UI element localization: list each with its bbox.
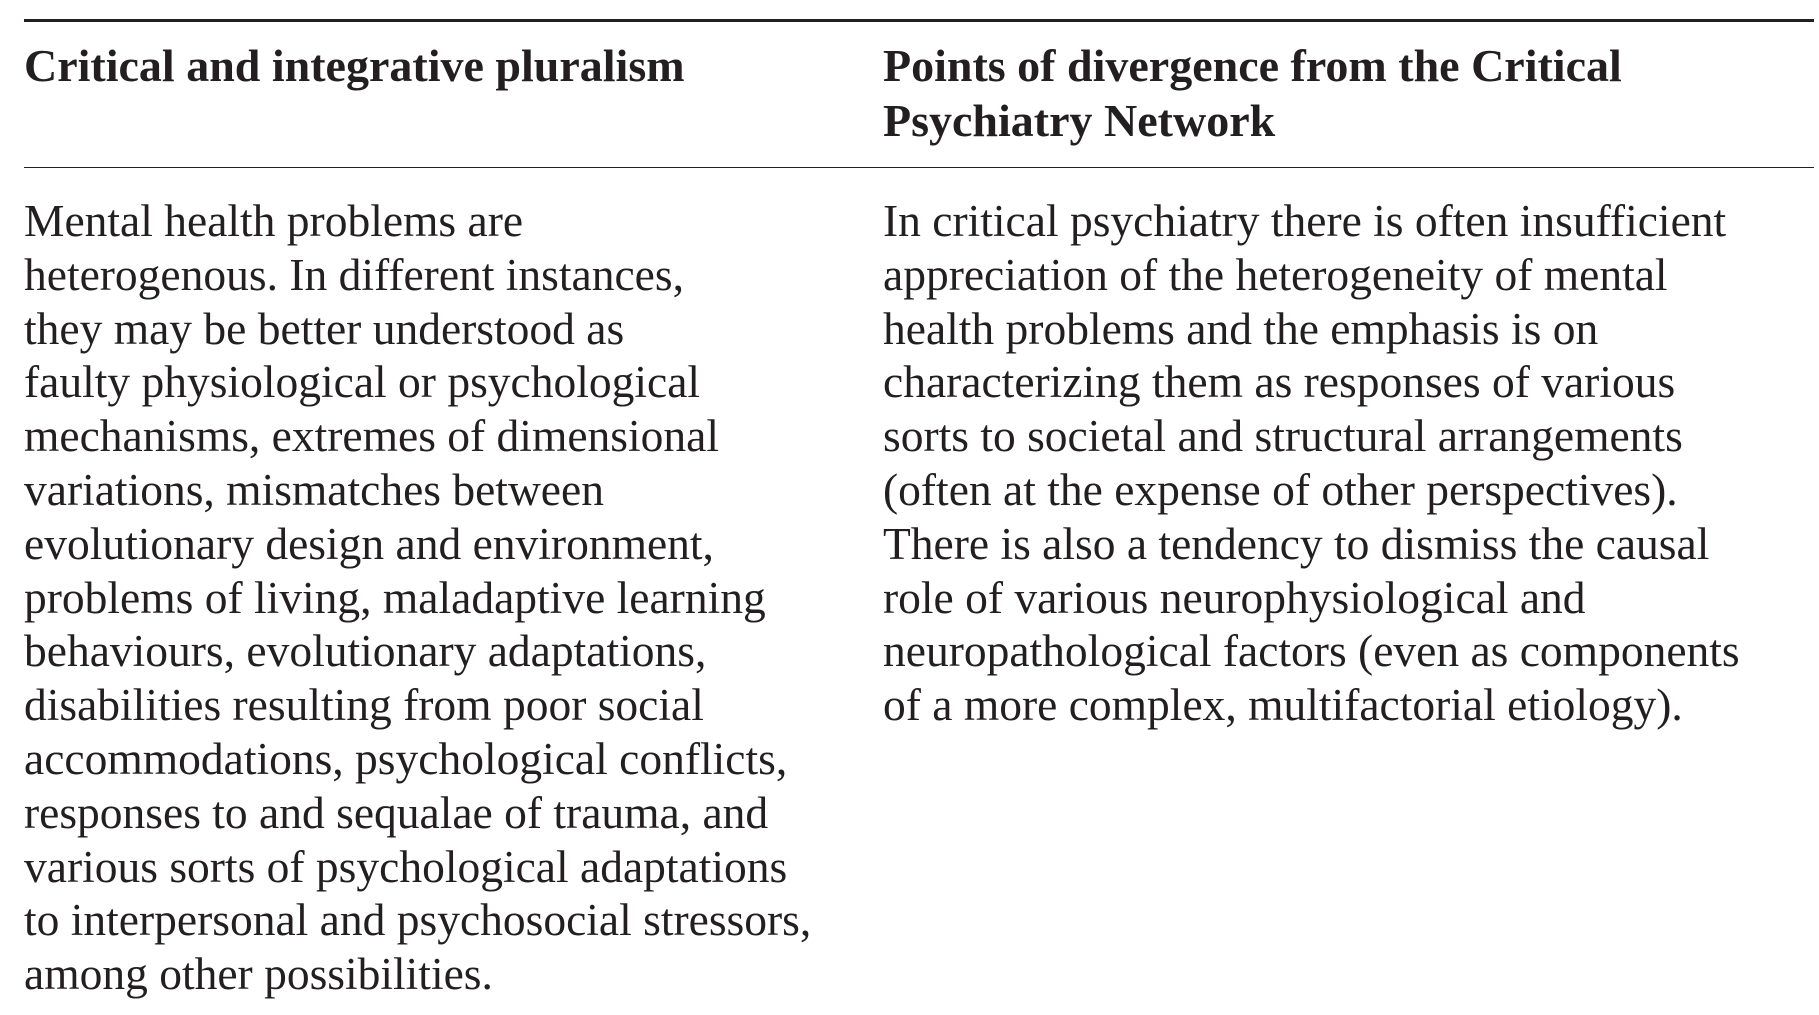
text-line: to interpersonal and psychosocial stressors,: [24, 894, 812, 946]
text-line: responses to and sequalae of trauma, and: [24, 786, 769, 838]
table-header-rule: [24, 167, 1814, 168]
text-line: mechanisms, extremes of dimensional: [24, 410, 719, 462]
text-line: among other possibilities.: [24, 948, 493, 1000]
text-line: There is also a tendency to dismiss the causal: [883, 517, 1710, 569]
column-header-left: Critical and integrative pluralism: [24, 40, 685, 91]
text-line: heterogenous. In different instances,: [24, 248, 684, 300]
text-line: of a more complex, multifactorial etiology).: [883, 679, 1683, 731]
text-line: disabilities resulting from poor social: [24, 679, 704, 731]
column-header-right-line: Points of divergence from the Critical: [883, 40, 1622, 91]
column-header-right: [883, 38, 1783, 148]
text-line: (often at the expense of other perspectives).: [883, 463, 1678, 515]
text-line: behaviours, evolutionary adaptations,: [24, 625, 707, 677]
text-line: characterizing them as responses of various: [883, 356, 1676, 408]
table-cell-left: [24, 194, 869, 1001]
text-line: faulty physiological or psychological: [24, 356, 701, 408]
text-line: evolutionary design and environment,: [24, 517, 714, 569]
text-line: appreciation of the heterogeneity of mental: [883, 248, 1668, 300]
text-line: role of various neurophysiological and: [883, 571, 1586, 623]
text-line: In critical psychiatry there is often insufficient: [883, 195, 1727, 246]
text-line: problems of living, maladaptive learning: [24, 571, 766, 623]
text-line: variations, mismatches between: [24, 463, 604, 515]
text-line: accommodations, psychological conflicts,: [24, 732, 788, 784]
text-line: neuropathological factors (even as components: [883, 625, 1740, 677]
table-top-rule: [24, 19, 1814, 22]
text-line: sorts to societal and structural arrangements: [883, 410, 1683, 462]
text-line: Mental health problems are: [24, 195, 524, 246]
text-line: health problems and the emphasis is on: [883, 302, 1599, 354]
text-line: various sorts of psychological adaptations: [24, 840, 788, 892]
text-line: they may be better understood as: [24, 302, 625, 354]
table-cell-right: [883, 194, 1813, 732]
column-header-right-line: Psychiatry Network: [883, 95, 1276, 146]
